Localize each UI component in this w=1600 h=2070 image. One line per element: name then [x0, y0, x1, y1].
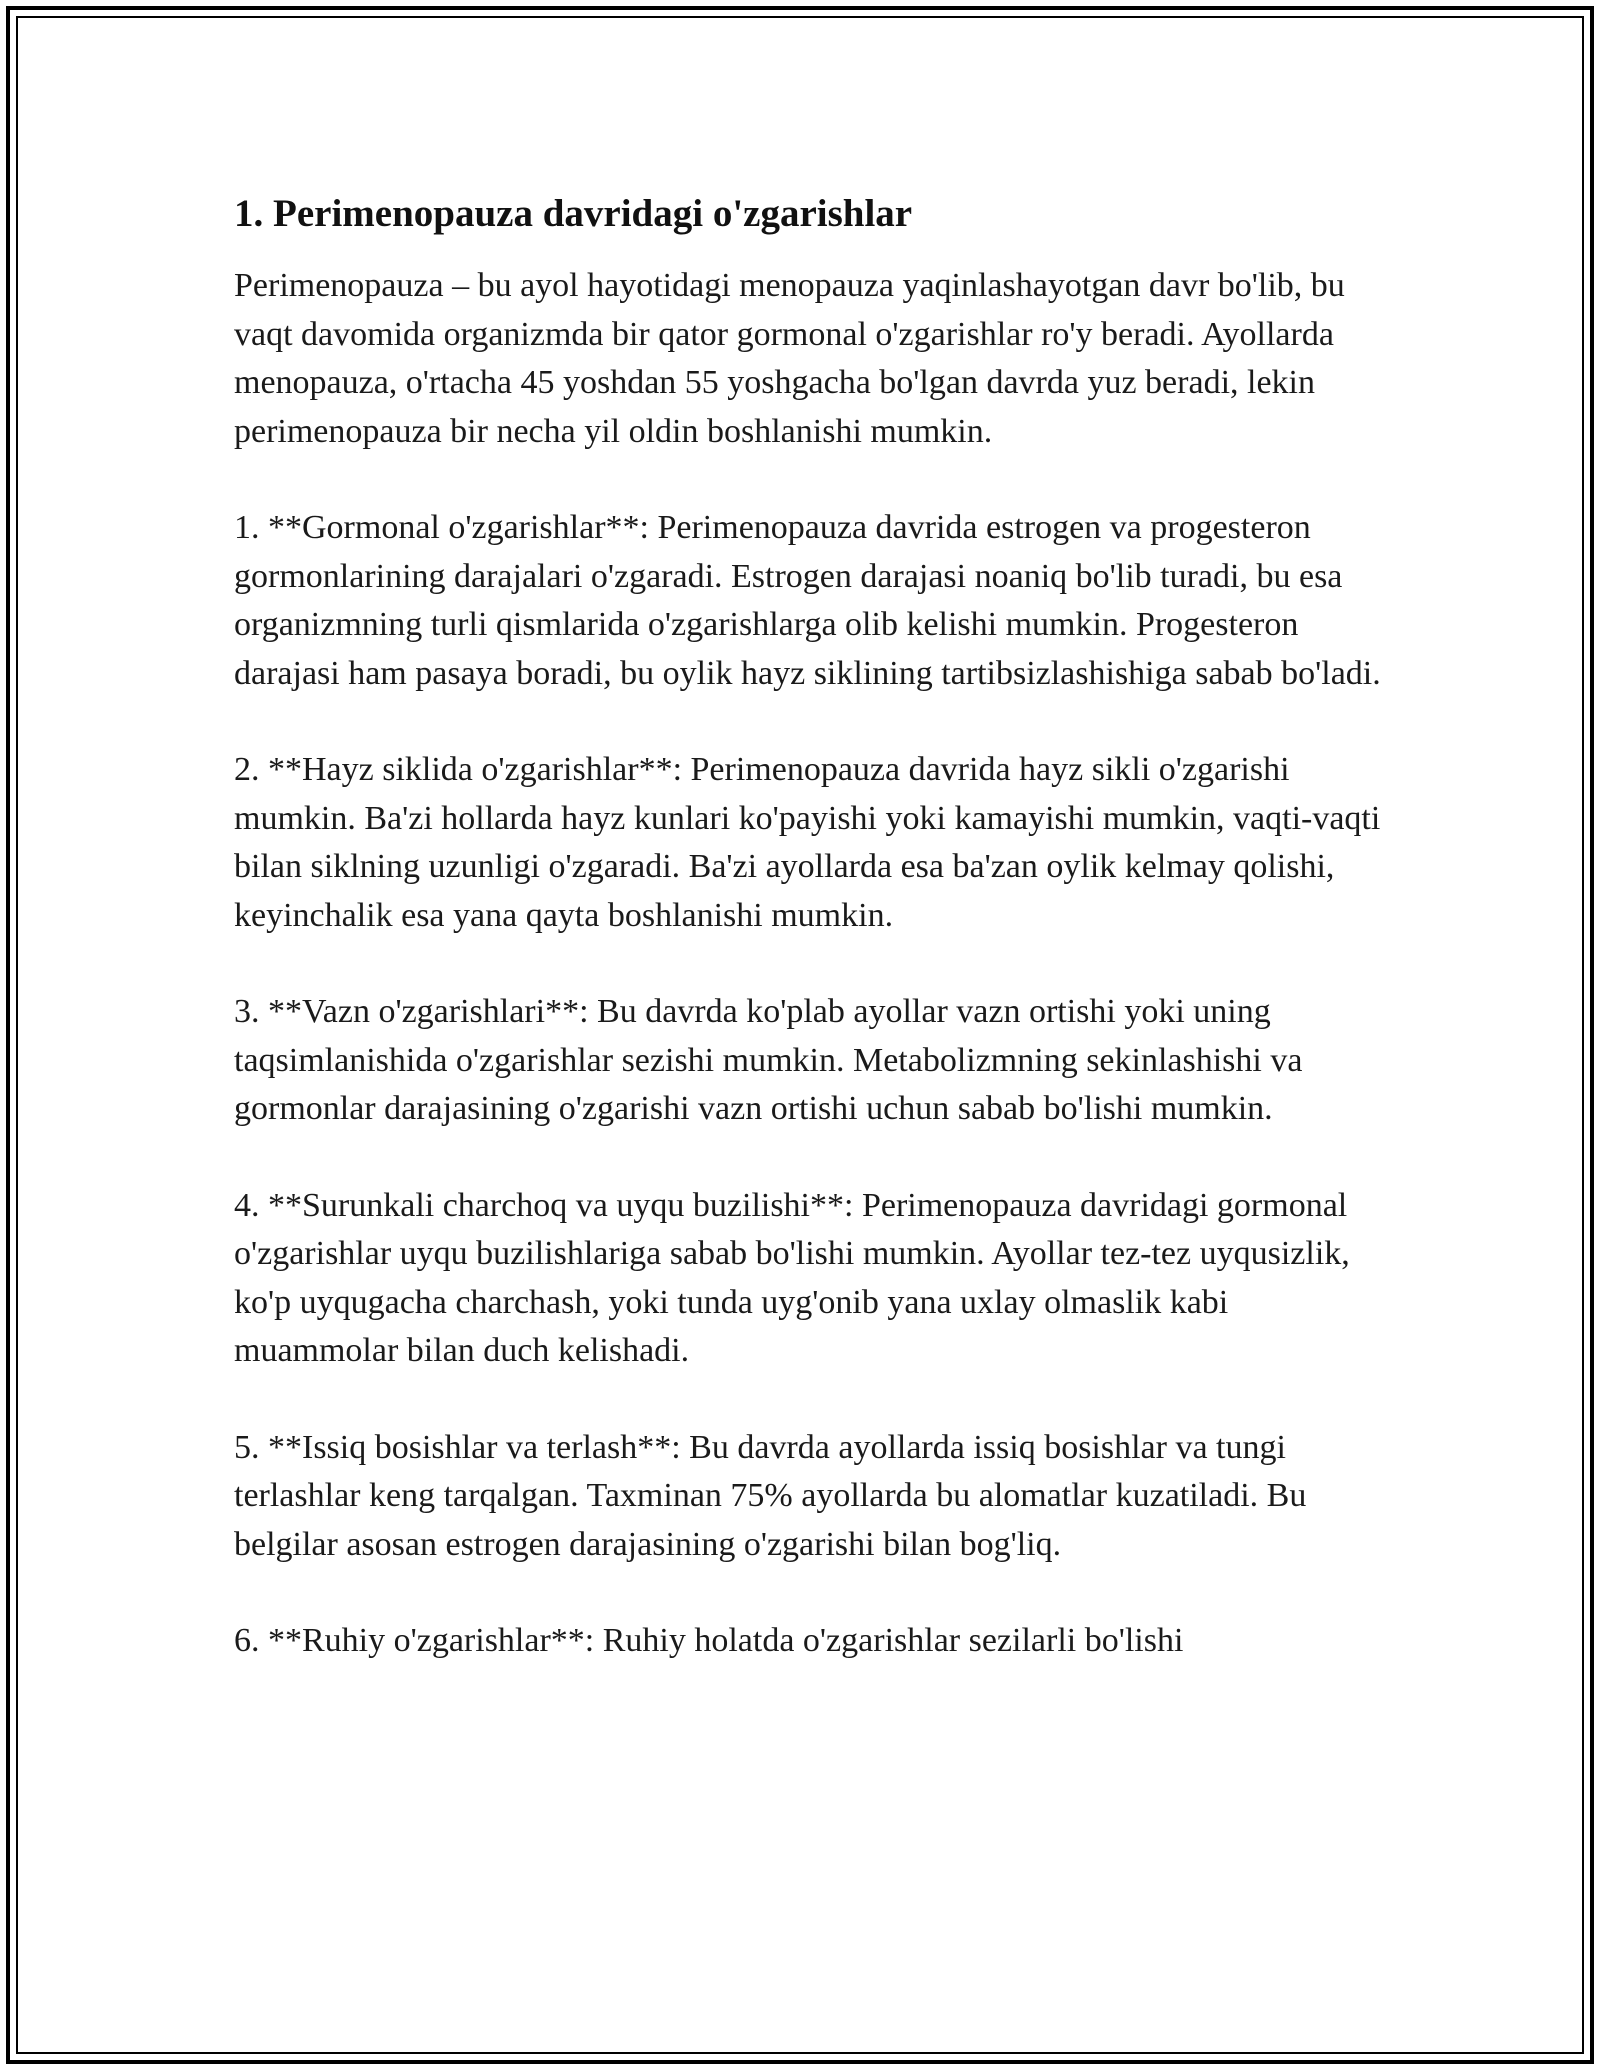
intro-paragraph: Perimenopauza – bu ayol hayotidagi menopauza yaqinlashayotgan davr bo'lib, bu vaqt davomida organizmda bir qator gormonal o'zgarishlar ro'y beradi. Ayollarda menopauza, o'rtacha 45 yoshdan 55 yoshgacha bo'lgan davrda yuz beradi, lekin perimenopauza bir necha yil oldin boshlanishi mumkin. — [234, 267, 1345, 450]
paragraph-fatigue-sleep: 4. **Surunkali charchoq va uyqu buzilishi**: Perimenopauza davridagi gormonal o'zgarishlar uyqu buzilishlariga sabab bo'lishi mumkin. Ayollar tez-tez uyqusizlik, ko'p uyqugacha charchash, yoki tunda uyg'onib yana uxlay olmaslik kabi muammolar bilan duch kelishadi. — [234, 1186, 1350, 1369]
document-body — [234, 186, 1384, 1714]
paragraph-hormonal-changes: 1. **Gormonal o'zgarishlar**: Perimenopauza davrida estrogen va progesteron gormonlarining darajalari o'zgaradi. Estrogen darajasi noaniq bo'lib turadi, bu esa organizmning turli qismlarida o'zgarishlarga olib kelishi mumkin. Progesteron darajasi ham pasaya boradi, bu oylik hayz siklining tartibsizlashishiga sabab bo'ladi. — [234, 509, 1381, 692]
paragraph-menstrual-cycle: 2. **Hayz siklida o'zgarishlar**: Perimenopauza davrida hayz sikli o'zgarishi mumkin. Ba'zi hollarda hayz kunlari ko'payishi yoki kamayishi mumkin, vaqti-vaqti bilan siklning uzunligi o'zgaradi. Ba'zi ayollarda esa ba'zan oylik kelmay qolishi, keyinchalik esa yana qayta boshlanishi mumkin. — [234, 751, 1381, 934]
paragraph-mental-changes: 6. **Ruhiy o'zgarishlar**: Ruhiy holatda o'zgarishlar sezilarli bo'lishi — [234, 1622, 1184, 1659]
paragraph-weight-changes: 3. **Vazn o'zgarishlari**: Bu davrda ko'plab ayollar vazn ortishi yoki uning taqsimlanishida o'zgarishlar sezishi mumkin. Metabolizmning sekinlashishi va gormonlar darajasining o'zgarishi vazn ortishi uchun sabab bo'lishi mumkin. — [234, 993, 1303, 1127]
paragraph-hot-flashes: 5. **Issiq bosishlar va terlash**: Bu davrda ayollarda issiq bosishlar va tungi terlashlar keng tarqalgan. Taxminan 75% ayollarda bu alomatlar kuzatiladi. Bu belgilar asosan estrogen darajasining o'zgarishi bilan bog'liq. — [234, 1428, 1307, 1563]
document-heading: 1. Perimenopauza davridagi o'zgarishlar — [234, 192, 913, 235]
